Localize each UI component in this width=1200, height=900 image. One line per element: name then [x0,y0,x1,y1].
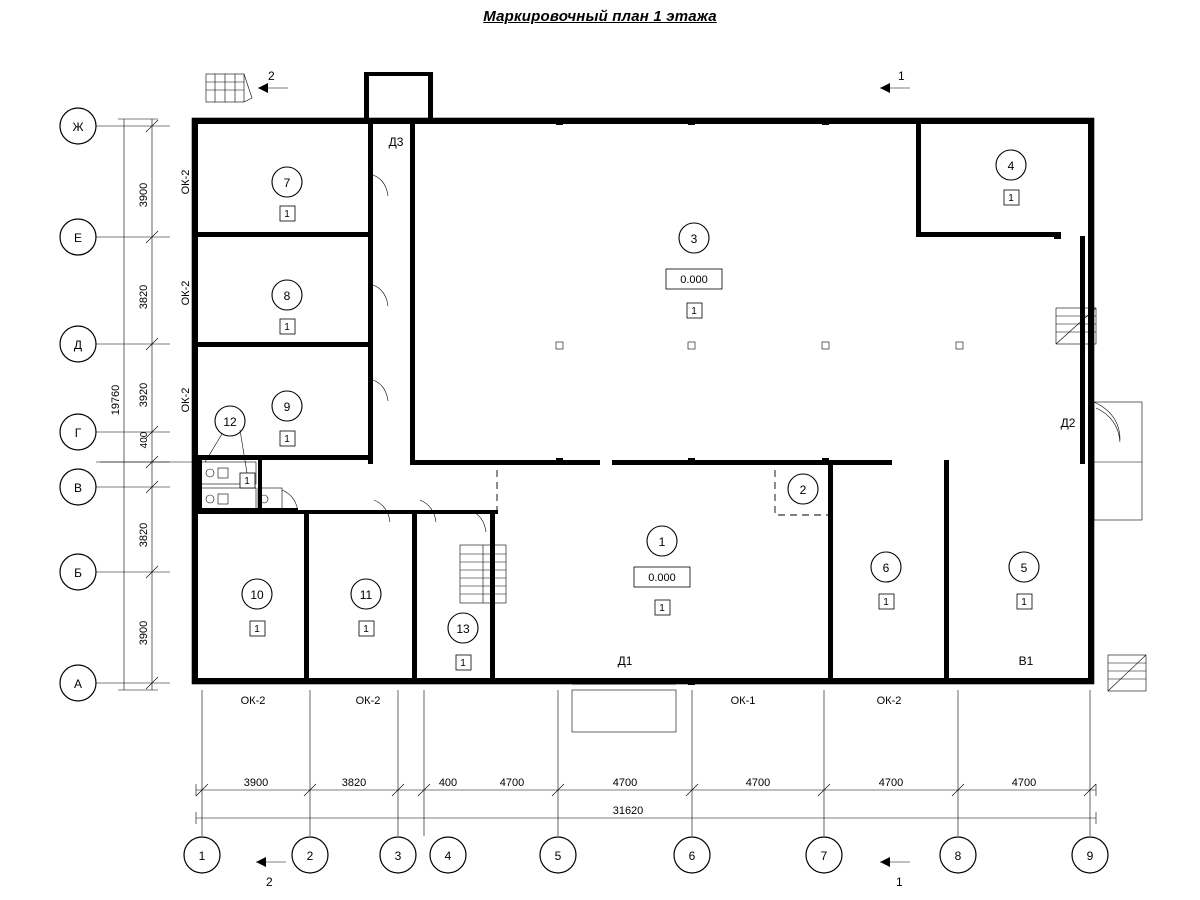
door-label-d2: Д2 [1060,416,1076,430]
dim-vertical-1: 3820 [138,284,150,310]
dim-vertical-3: 400 [139,431,150,449]
axis-label-horizontal-8: 9 [1086,849,1094,863]
room-marker-1: 1 [659,603,665,614]
room-number-6: 6 [882,561,890,575]
page-title: Маркировочный план 1 этажа [483,8,717,25]
room-marker-4: 1 [1008,193,1014,204]
window-label-left-2: ОК-2 [180,387,192,413]
room-number-4: 4 [1007,159,1015,173]
room-marker-9: 1 [284,434,290,445]
dim-horizontal-3: 4700 [499,777,525,789]
dim-horizontal-1: 3820 [341,777,367,789]
room-number-1: 1 [658,535,666,549]
dim-horizontal-5: 4700 [745,777,771,789]
window-label-bottom-0: ОК-2 [240,695,266,707]
dim-vertical-total: 19760 [110,384,122,416]
section-mark-bottom-left: 2 [266,875,273,889]
room-marker-11: 1 [363,624,369,635]
room-level-1: 0.000 [648,572,676,584]
axis-label-horizontal-7: 8 [954,849,962,863]
window-label-bottom-3: ОК-2 [876,695,902,707]
axis-label-vertical-5: Б [74,566,82,580]
room-number-5: 5 [1020,561,1028,575]
window-label-left-0: ОК-2 [180,169,192,195]
dim-horizontal-7: 4700 [1011,777,1037,789]
room-markers [100,150,1039,670]
axis-label-horizontal-3: 4 [444,849,452,863]
room-number-3: 3 [690,232,698,246]
window-label-bottom-1: ОК-2 [355,695,381,707]
dim-horizontal-4: 4700 [612,777,638,789]
room-marker-7: 1 [284,209,290,220]
room-number-7: 7 [283,176,291,190]
section-mark-top-right: 1 [898,69,905,83]
room-marker-8: 1 [284,322,290,333]
door-label-d3: Д3 [388,135,404,149]
door-label-v1: В1 [1018,654,1034,668]
axis-label-vertical-4: В [73,481,83,495]
room-number-9: 9 [283,400,291,414]
axis-label-vertical-6: А [73,677,83,691]
room-marker-6: 1 [883,597,889,608]
dim-vertical-0: 3900 [138,182,150,208]
room-number-2: 2 [799,483,807,497]
dim-vertical-2: 3920 [138,382,150,408]
window-label-left-1: ОК-2 [180,280,192,306]
room-number-12: 12 [223,415,237,429]
axis-label-horizontal-6: 7 [820,849,828,863]
building-outline [192,118,1094,684]
axis-label-vertical-1: Е [73,231,83,245]
room-marker-12: 1 [244,476,250,487]
dimension-chain-horizontal [196,690,1096,836]
section-mark-bottom-right: 1 [896,875,903,889]
room-number-10: 10 [250,588,264,602]
dim-horizontal-2: 400 [438,777,458,789]
opening-labels [180,135,1076,707]
room-level-3: 0.000 [680,274,708,286]
axis-label-vertical-2: Д [73,338,83,352]
section-mark-top-left: 2 [268,69,275,83]
axis-label-horizontal-2: 3 [394,849,402,863]
axis-label-horizontal-0: 1 [198,849,206,863]
axis-label-horizontal-5: 6 [688,849,696,863]
axis-label-vertical-3: Г [74,426,82,440]
room-number-8: 8 [283,289,291,303]
stair-right-bottom [1108,655,1146,691]
dim-horizontal-6: 4700 [878,777,904,789]
dim-horizontal-total: 31620 [612,805,644,817]
room-number-13: 13 [456,622,470,636]
columns [556,118,1061,685]
dim-vertical-4: 3820 [138,522,150,548]
room-marker-3: 1 [691,306,697,317]
axis-label-horizontal-1: 2 [306,849,314,863]
dimension-chain-vertical [110,119,158,690]
room-marker-10: 1 [254,624,260,635]
room-marker-13: 1 [460,658,466,669]
door-label-d1: Д1 [617,654,633,668]
dim-vertical-5: 3900 [138,620,150,646]
porch-top-left [206,74,252,102]
axis-label-vertical-0: Ж [72,120,84,134]
axis-bubbles-horizontal [184,837,1108,873]
room-number-11: 11 [359,588,373,602]
dim-horizontal-0: 3900 [243,777,269,789]
door-swings [282,118,1120,532]
vestibule-d2 [1094,402,1142,520]
axis-label-horizontal-4: 5 [554,849,562,863]
window-label-bottom-2: ОК-1 [730,695,756,707]
room-marker-5: 1 [1021,597,1027,608]
